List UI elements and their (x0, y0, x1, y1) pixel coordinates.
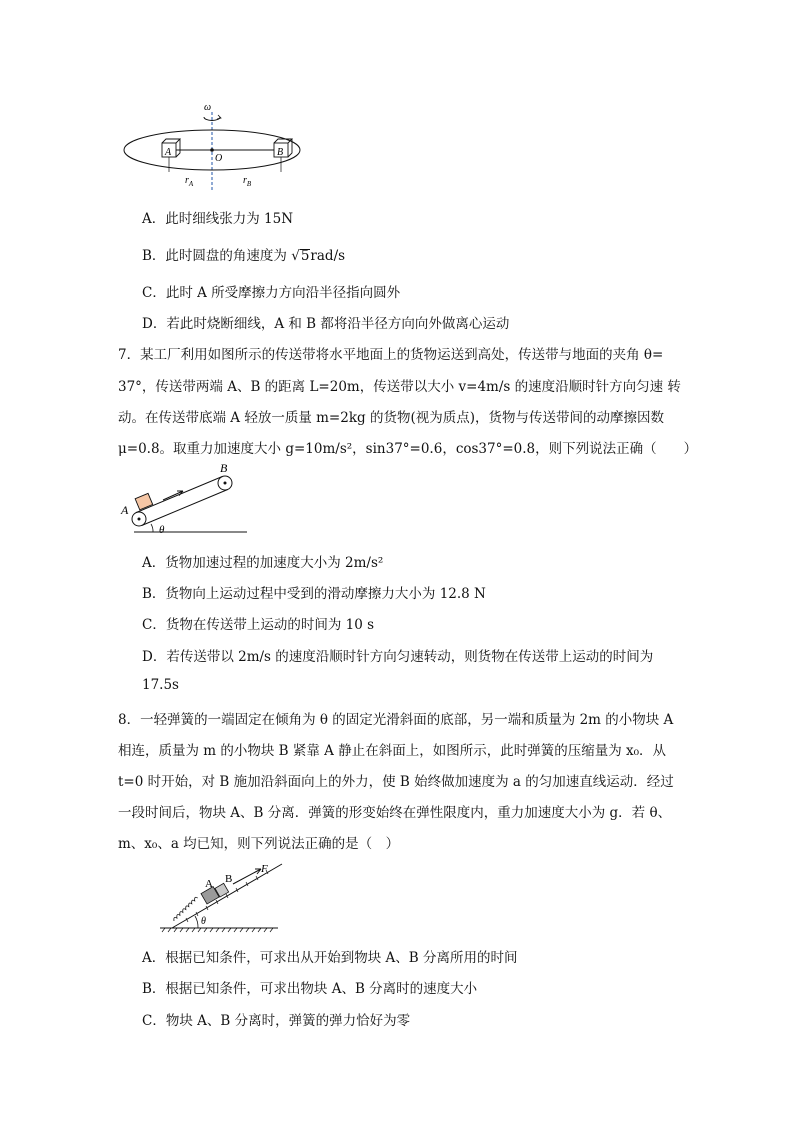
q6-option-b-unit: rad/s (310, 248, 346, 264)
force-arrow-icon (233, 869, 261, 884)
q7-stem-line-2: 37°，传送带两端 A、B 的距离 L=20m，传送带以大小 v=4m/s 的速度沿顺时针方向匀速 转 (118, 379, 681, 395)
q8-label-b: B (225, 873, 233, 885)
spring (169, 897, 202, 921)
box-a-label: A (165, 147, 172, 158)
q7-option-d: D．若传送带以 2m/s 的速度沿顺时针方向匀速转动，则货物在传送带上运动的时间为 (142, 649, 654, 665)
r-b-label: $r_B$ (243, 175, 252, 188)
velocity-arrow-icon (163, 491, 183, 500)
q8-option-b: B．根据已知条件，可求出物块 A、B 分离时的速度大小 (142, 981, 478, 997)
q6-option-a: A．此时细线张力为 15N (142, 211, 294, 227)
center-label: O (215, 153, 223, 164)
q7-label-a: A (121, 503, 129, 517)
q6-option-b-text: B．此时圆盘的角速度为 (142, 248, 292, 264)
q7-stem-line-4: μ=0.8。取重力加速度大小 g=10m/s²，sin37°=0.6，cos37°=0.8，则下列说法正确（ ） (118, 441, 698, 457)
q8-option-c: C．物块 A、B 分离时，弹簧的弹力恰好为零 (142, 1013, 411, 1029)
box-b-label: B (277, 147, 284, 158)
q8-angle-label: θ (201, 916, 206, 927)
incline-figure (158, 860, 328, 935)
q7-option-b: B．货物向上运动过程中受到的滑动摩擦力大小为 12.8 N (142, 586, 486, 602)
q7-stem-line-3: 动。在传送带底端 A 轻放一质量 m=2kg 的货物(视为质点)，货物与传送带间的动摩擦因数 (118, 410, 664, 426)
q6-option-c: C．此时 A 所受摩擦力方向沿半径指向圆外 (142, 285, 401, 301)
omega-label: ω (204, 102, 212, 113)
q8-stem-line-5: m、x₀、a 均已知，则下列说法正确的是（ ） (118, 836, 400, 852)
q8-force-label: F (261, 863, 268, 875)
q6-option-d: D．若此时烧断细线，A 和 B 都将沿半径方向向外做离心运动 (142, 316, 510, 332)
r-a-label: $r_A$ (185, 175, 194, 188)
q8-stem-line-4: 一段时间后，物块 A、B 分离．弹簧的形变始终在弹性限度内，重力加速度大小为 g．若 θ、 (118, 805, 672, 821)
cargo-box (135, 493, 153, 509)
q8-label-a: A (205, 878, 213, 890)
conveyor-figure (117, 462, 252, 542)
disc-figure (118, 100, 318, 195)
q7-label-b: B (220, 461, 228, 475)
box-b (274, 139, 292, 158)
q7-angle-label: θ (159, 524, 165, 536)
q8-stem-line-3: t=0 时开始，对 B 施加沿斜面向上的外力，使 B 始终做加速度为 a 的匀加速直线运动．经过 (118, 774, 674, 790)
q7-stem-line-1: 7．某工厂利用如图所示的传送带将水平地面上的货物运送到高处，传送带与地面的夹角 θ= (118, 347, 664, 363)
q6-option-b: B．此时圆盘的角速度为 √5rad/s (142, 248, 346, 264)
q7-option-d-cont: 17.5s (142, 677, 179, 693)
q8-stem-line-2: 相连，质量为 m 的小物块 B 紧靠 A 静止在斜面上，如图所示，此时弹簧的压缩量为 x₀．从 (118, 743, 667, 759)
q7-option-c: C．货物在传送带上运动的时间为 10 s (142, 617, 375, 633)
q7-option-a: A．货物加速过程的加速度大小为 2m/s² (142, 555, 384, 571)
q8-stem-line-1: 8．一轻弹簧的一端固定在倾角为 θ 的固定光滑斜面的底部，另一端和质量为 2m 的小物块 A (118, 712, 674, 728)
center-point (210, 148, 214, 152)
box-a (162, 139, 180, 158)
q6-option-b-radicand: 5 (300, 248, 310, 264)
q8-option-a: A．根据已知条件，可求出从开始到物块 A、B 分离所用的时间 (142, 950, 518, 966)
